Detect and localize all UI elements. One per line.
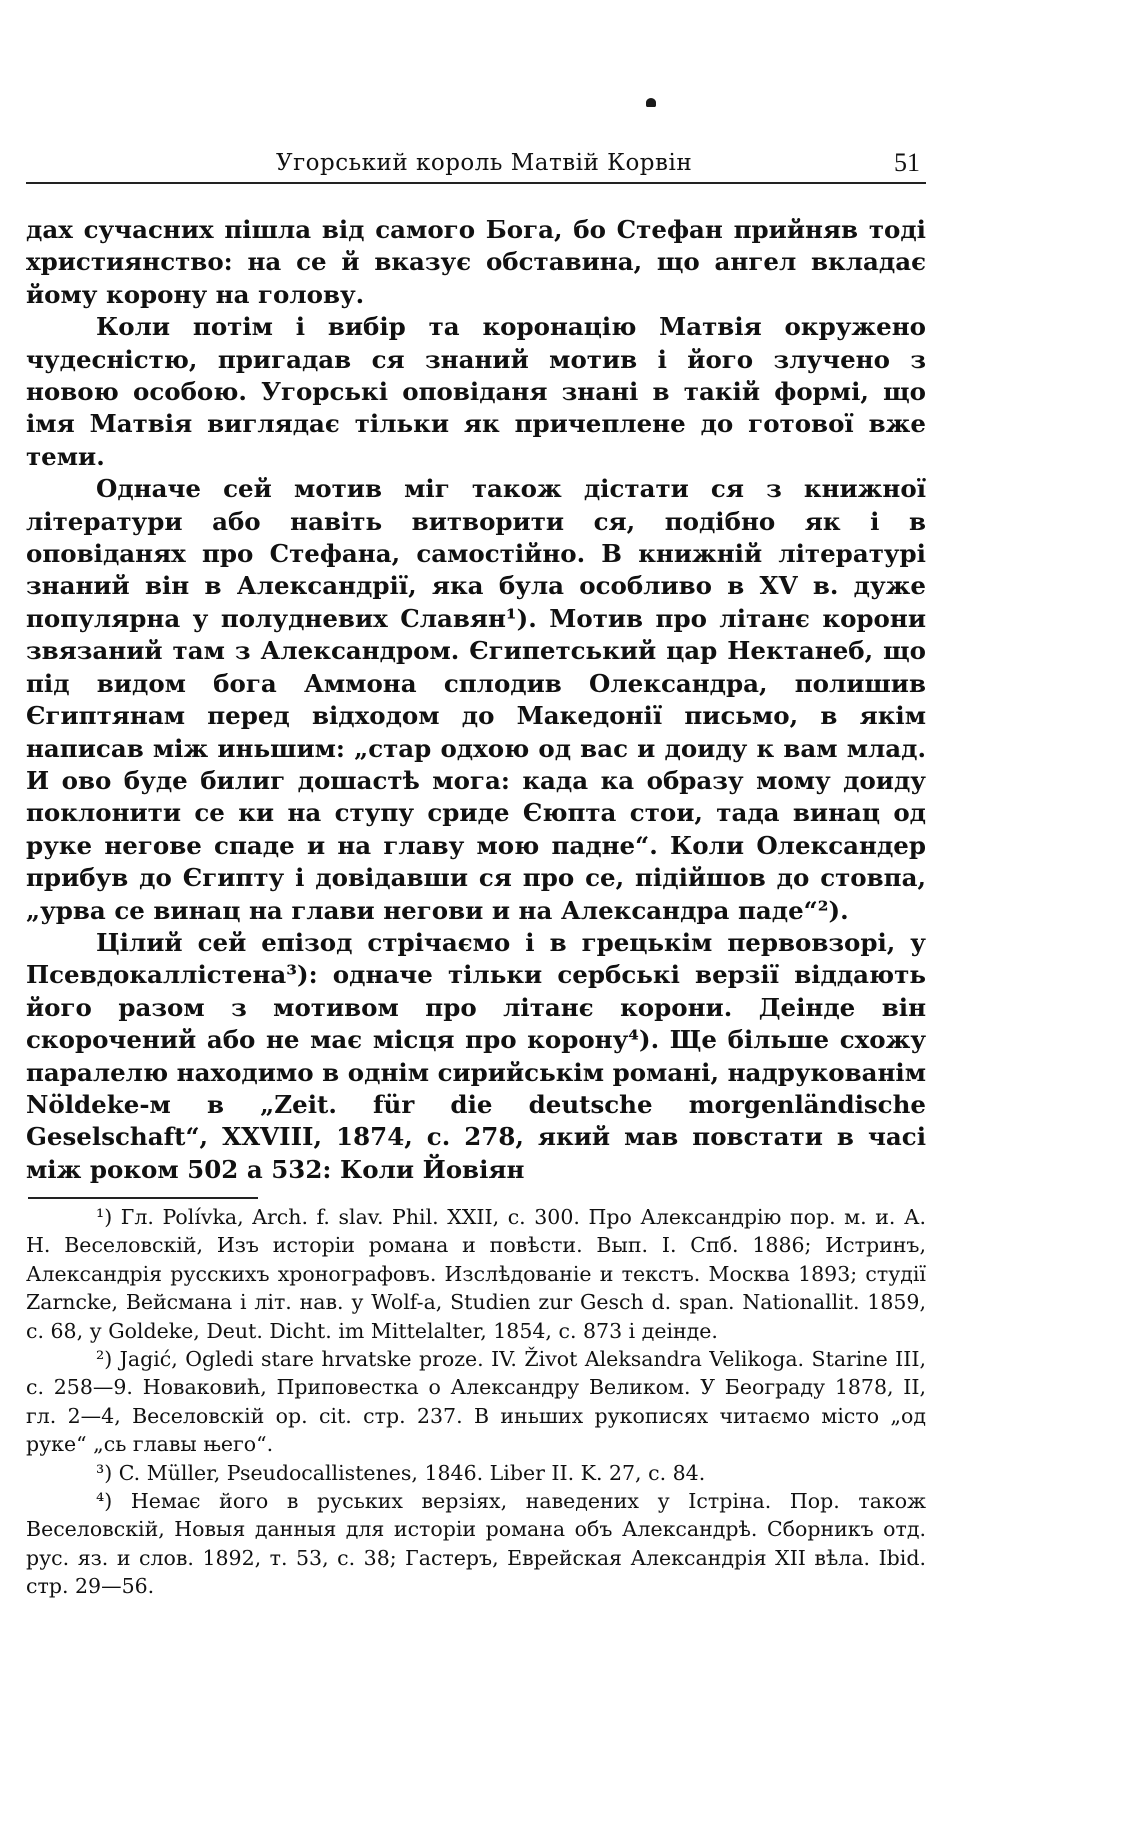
paragraph-1: дах сучасних пішла від самого Бога, бо Стефан прийняв тоді християнство: на се й вказує обставина, що ангел вкладає йому корону на голову. xyxy=(26,215,926,309)
footnote-2: ²) Jagić, Ogledi stare hrvatske proze. IV. Život Aleksandra Velikoga. Starine III, c. 258—9. Новаковић, Приповестка о Александру Великом. У Београду 1878, II, гл. 2—4, Веселовскій op. cit. стр. 237. В иньших рукописях читаємо місто „од руке“ „сь главы њего“. xyxy=(26,1347,926,1457)
footnote-rule xyxy=(28,1197,258,1199)
footnote-3: ³) C. Müller, Pseudocallistenes, 1846. Liber II. K. 27, c. 84. xyxy=(96,1460,706,1485)
paragraph-4: Цілий сей епізод стрічаємо і в грецькім первовзорі, у Псевдокаллістена³): одначе тільки сербські верзії віддають його разом з мотивом про літанє корони. Деінде він скорочений або не має місця про корону⁴). Ще більше схожу паралелю находимо в однім сирийськім романі, надрукованім Nöldeke-м в „Zeit. für die deutsche morgenländische Geselschaft“, XXVIII, 1874, с. 278, який мав повстати в часі між роком 502 а 532: Коли Йовіян xyxy=(26,927,926,1184)
page-ornament-mark xyxy=(646,98,656,107)
footnotes xyxy=(26,1203,926,1601)
footnote-1: ¹) Гл. Polívka, Arch. f. slav. Phil. XXII, c. 300. Про Александрію пор. м. и. А. Н. Веселовскій, Изъ исторіи романа и повѣсти. Вып. I. Спб. 1886; Истринъ, Александрія русскихъ хронографовъ. Изслѣдованіе и текстъ. Москва 1893; студії Zarncke, Вейсмана і літ. нав. у Wolf-a, Studien zur Gesch d. span. Nationallit. 1859, c. 68, у Goldeke, Deut. Dicht. im Mittelalter, 1854, c. 873 і деінде. xyxy=(26,1205,926,1343)
paragraph-2: Коли потім і вибір та коронацію Матвія окружено чудесністю, пригадав ся знаний мотив і його злучено з новою особою. Угорські оповіданя знані в такій формі, що імя Матвія виглядає тільки як причеплене до готової вже теми. xyxy=(26,312,926,471)
paragraph-3: Одначе сей мотив міг також дістати ся з книжної літератури або навіть витворити ся, подібно як і в оповіданях про Стефана, самостійно. В книжній літературі знаний він в Александрії, яка була особливо в XV в. дуже популярна у полудневих Славян¹). Мотив про літанє корони звязаний там з Александром. Єгипетський цар Нектанеб, що під видом бога Аммона сплодив Олександра, полишив Єгиптянам перед відходом до Македонії письмо, в якім написав між иньшим: „стар одхою од вас и доиду к вам млад. И ово буде билиг дошастѣ мога: када ка образу мому доиду поклонити се ки на ступу сриде Єюпта стои, тада винац од руке негове спаде и на главу мою падне“. Коли Олександер прибув до Єгипту і довідавши ся про се, підійшов до стовпа, „урва се винац на глави негови и на Александра паде“²). xyxy=(26,474,926,925)
footnote-4: ⁴) Немає його в руських верзіях, наведених у Істріна. Пор. також Веселовскій, Новыя данныя для исторіи романа объ Александрѣ. Сборникъ отд. рус. яз. и слов. 1892, т. 53, c. 38; Гастеръ, Еврейская Александрія XII вѣла. Ibid. стр. 29—56. xyxy=(26,1489,926,1599)
page-number: 51 xyxy=(894,148,920,177)
main-text xyxy=(26,214,926,1186)
running-title: Угорський король Матвій Корвін xyxy=(276,150,693,176)
running-header xyxy=(26,146,926,184)
